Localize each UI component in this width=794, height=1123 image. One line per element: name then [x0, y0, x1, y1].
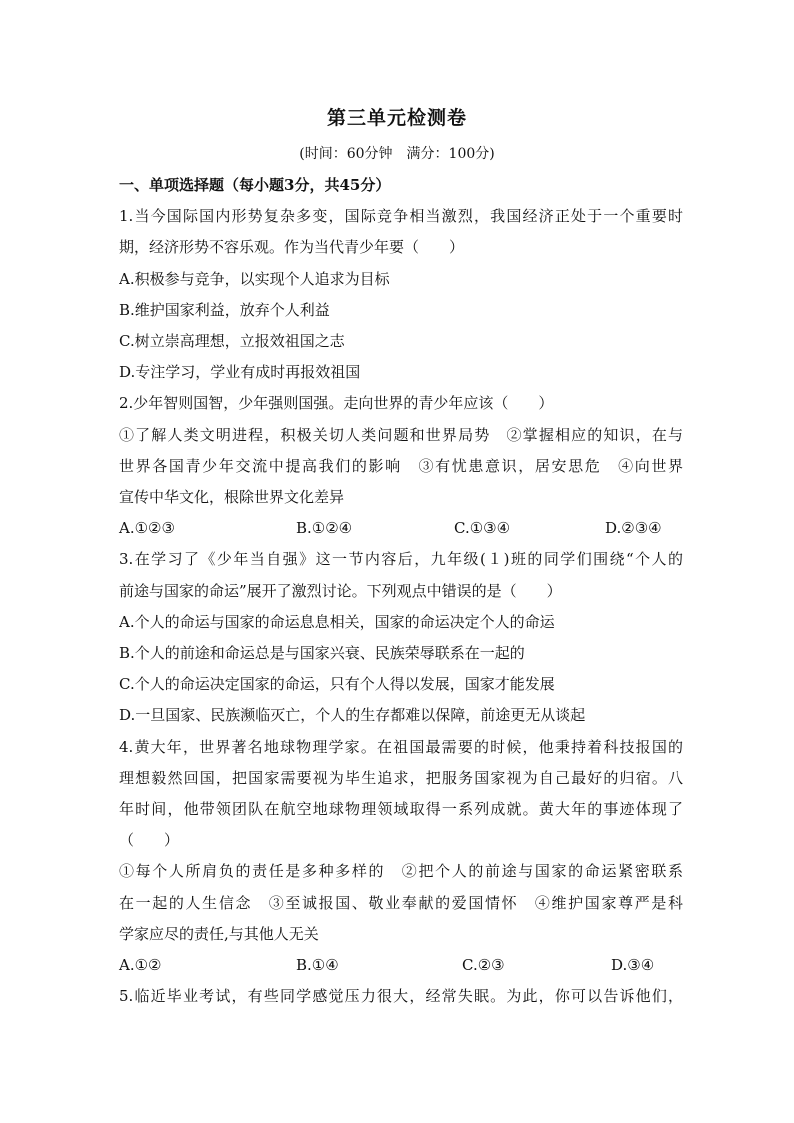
question-3-option-d: D.一旦国家、民族濒临灭亡，个人的生存都难以保障，前途更无从谈起: [119, 706, 586, 725]
question-4-options: [119, 950, 683, 981]
question-2-option-b: B.①②④: [296, 519, 353, 538]
question-4-answer-bracket: （ ）: [119, 831, 180, 850]
exam-time-and-score: (时间：60分钟 满分：100分): [299, 146, 495, 162]
question-3-stem-cont: 前途与国家的命运”展开了激烈讨论。下列观点中错误的是（ ）: [119, 581, 562, 600]
question-1-option-a: A.积极参与竞争，以实现个人追求为目标: [119, 269, 390, 288]
question-2-option-d: D.②③④: [605, 519, 662, 538]
question-2-option-c: C.①③④: [454, 519, 511, 538]
question-4-option-d: D.③④: [611, 956, 655, 975]
question-4-statements: ①每个人所肩负的责任是多种多样的 ②把个人的前途与国家的命运紧密联系: [119, 862, 683, 881]
question-5-stem: 5.临近毕业考试，有些同学感觉压力很大，经常失眠。为此，你可以告诉他们，: [119, 987, 683, 1006]
question-2-option-a: A.①②③: [119, 519, 175, 538]
question-1-stem: 1.当今国际国内形势复杂多变，国际竞争相当激烈，我国经济正处于一个重要时: [119, 207, 683, 226]
question-2-statements: ①了解人类文明进程，积极关切人类问题和世界局势 ②掌握相应的知识，在与: [119, 425, 683, 444]
question-3-option-b: B.个人的前途和命运总是与国家兴衰、民族荣辱联系在一起的: [119, 644, 525, 663]
question-2-statements-end: 宣传中华文化，根除世界文化差异: [119, 488, 345, 507]
question-3-stem: 3.在学习了《少年当自强》这一节内容后，九年级(１)班的同学们围绕“个人的: [119, 550, 683, 569]
question-1-stem-cont: 期，经济形势不容乐观。作为当代青少年要（ ）: [119, 238, 465, 257]
section-heading: 一、单项选择题（每小题3分，共45分）: [119, 176, 391, 194]
question-4-option-c: C.②③: [462, 956, 505, 975]
question-3-option-c: C.个人的命运决定国家的命运，只有个人得以发展，国家才能发展: [119, 675, 555, 694]
question-4-stem-cont-2: 年时间，他带领团队在航空地球物理领域取得一系列成就。黄大年的事迹体现了: [119, 800, 683, 819]
question-4-stem-cont: 理想毅然回国，把国家需要视为毕生追求，把服务国家视为自己最好的归宿。八: [119, 768, 683, 787]
page-title: 第三单元检测卷: [326, 107, 467, 129]
question-1-option-c: C.树立崇高理想，立报效祖国之志: [119, 332, 345, 351]
question-2-options: [119, 513, 683, 544]
question-2-statements-cont: 世界各国青少年交流中提高我们的影响 ③有忧患意识，居安思危 ④向世界: [119, 456, 683, 475]
question-3-option-a: A.个人的命运与国家的命运息息相关，国家的命运决定个人的命运: [119, 612, 555, 631]
question-4-statements-end: 学家应尽的责任,与其他人无关: [119, 924, 319, 943]
question-2-stem: 2.少年智则国智，少年强则国强。走向世界的青少年应该（ ）: [119, 394, 554, 413]
question-4-option-b: B.①④: [296, 956, 339, 975]
exam-body: [119, 170, 683, 1012]
question-4-option-a: A.①②: [119, 956, 162, 975]
question-4-stem: 4.黄大年，世界著名地球物理学家。在祖国最需要的时候，他秉持着科技报国的: [119, 737, 683, 756]
question-1-option-d: D.专注学习，学业有成时再报效祖国: [119, 363, 361, 382]
question-4-statements-cont: 在一起的人生信念 ③至诚报国、敬业奉献的爱国情怀 ④维护国家尊严是科: [119, 893, 683, 912]
question-1-option-b: B.维护国家利益，放弃个人利益: [119, 300, 330, 319]
